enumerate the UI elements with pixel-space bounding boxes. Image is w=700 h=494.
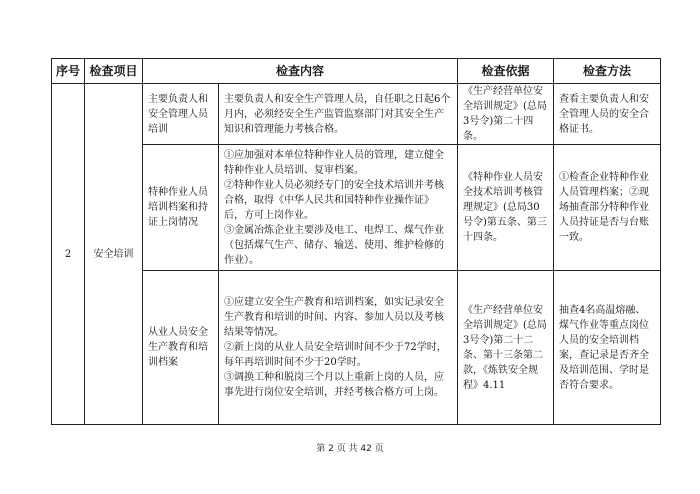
content-line: 主要负责人和安全生产管理人员，自任职之日起6个月内，必须经安全生产监管监察部门对其安全生产知识和管理能力考核合格。	[224, 93, 451, 135]
content-line: ①应建立安全生产教育和培训档案，如实记录安全生产教育和培训的时间、内容、参加人员以及考核结果等情况。	[224, 297, 444, 338]
content-line: ③金属冶炼企业主要涉及电工、电焊工、煤气作业（包括煤气生产、储存、输送、使用、维护检修的作业）。	[224, 224, 444, 266]
content-cell	[219, 84, 458, 145]
table-row	[52, 271, 661, 425]
header-row	[52, 59, 661, 84]
content-line: ②新上岗的从业人员安全培训时间不少于72学时，每年再培训时间不少于20学时。	[224, 342, 447, 368]
header-method: 检查方法	[554, 59, 661, 84]
sub-item-cell: 从业人员安全生产教育和培训档案	[143, 271, 219, 425]
header-item: 检查项目	[85, 59, 143, 84]
content-cell	[219, 271, 458, 425]
row-category: 安全培训	[85, 84, 143, 425]
inspection-table	[51, 58, 661, 425]
content-cell	[219, 145, 458, 271]
basis-cell: 《生产经营单位安全培训规定》(总局3号令)第二十四条。	[458, 84, 554, 145]
content-line: ③调换工种和脱岗三个月以上重新上岗的人员，应事先进行岗位安全培训，并经考核合格方可上岗。	[224, 372, 444, 398]
table-row	[52, 84, 661, 145]
row-number: 2	[52, 84, 85, 425]
content-line: ②特种作业人员必须经专门的安全技术培训并考核合格，取得《中华人民共和国特种作业操作证》后，方可上岗作业。	[224, 179, 444, 221]
content-line: ①应加强对本单位特种作业人员的管理，建立健全特种作业人员培训、复审档案。	[224, 149, 444, 176]
sub-item-cell: 特种作业人员培训档案和持证上岗情况	[143, 145, 219, 271]
method-cell: 抽查4名高温熔融、煤气作业等重点岗位人员的安全培训档案，查记录是否齐全及培训范围、学时是否符合要求。	[554, 271, 661, 425]
page-footer: 第 2 页 共 42 页	[316, 444, 384, 454]
sub-item-cell: 主要负责人和安全管理人员培训	[143, 84, 219, 145]
header-content: 检查内容	[143, 59, 458, 84]
basis-cell: 《生产经营单位安全培训规定》(总局3号令)第二十二条、第十三条第二款，《炼铁安全规程》4.11	[458, 271, 554, 425]
method-cell: ①检查企业特种作业人员管理档案；②现场抽查部分特种作业人员持证是否与台账一致。	[554, 145, 661, 271]
header-basis: 检查依据	[458, 59, 554, 84]
table-row	[52, 145, 661, 271]
header-no: 序号	[52, 59, 85, 84]
basis-cell: 《特种作业人员安全技术培训考核管理规定》(总局30号令)第五条、第三十四条。	[458, 145, 554, 271]
method-cell: 查看主要负责人和安全管理人员的安全合格证书。	[554, 84, 661, 145]
